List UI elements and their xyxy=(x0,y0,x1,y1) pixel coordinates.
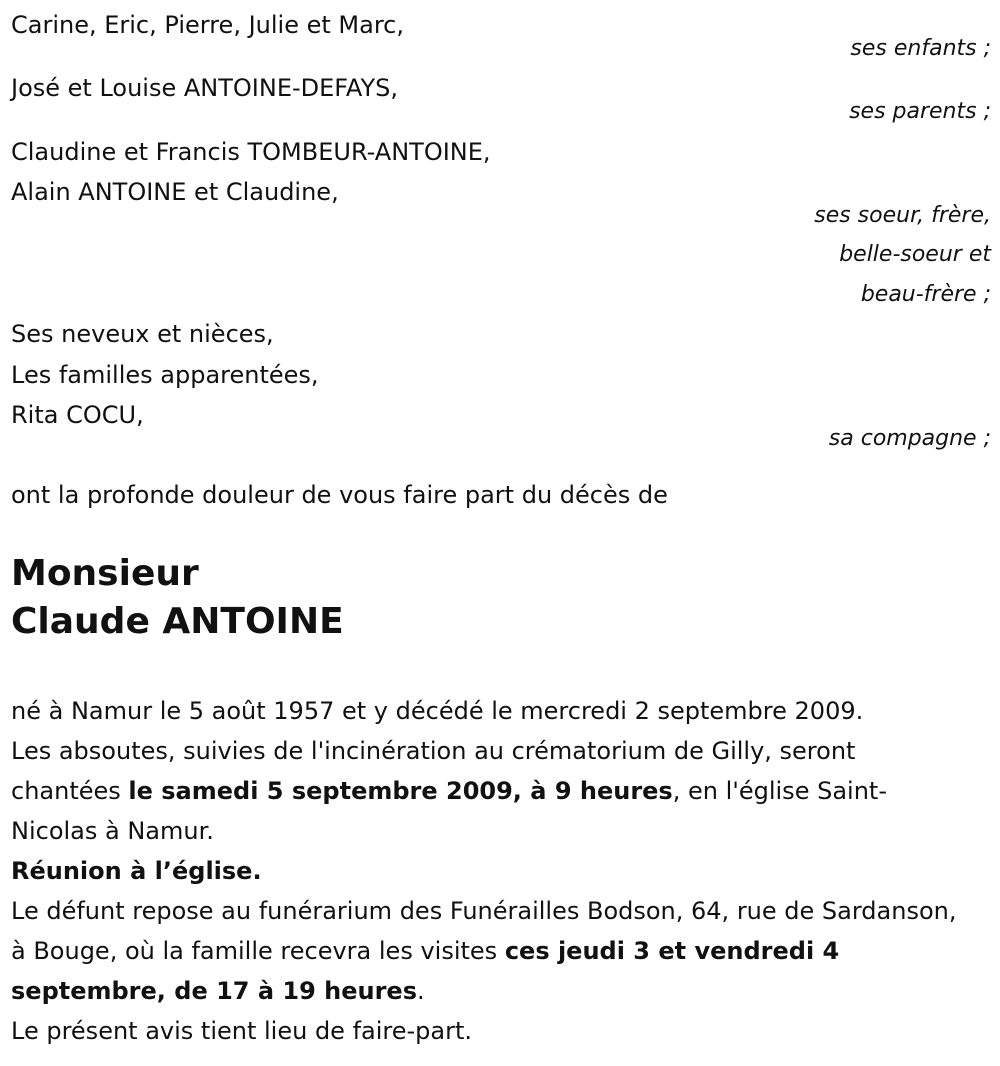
ceremony-intro: Les absoutes, suivies de l'incinération au crématorium de Gilly, seront chantées xyxy=(11,737,856,805)
siblings-line-1: Claudine et Francis TOMBEUR-ANTOINE, xyxy=(11,138,491,166)
deceased-title: Monsieur xyxy=(11,553,199,594)
siblings-line-2: Alain ANTOINE et Claudine, xyxy=(11,178,339,206)
meeting-text: Réunion à l’église. xyxy=(11,857,262,885)
relatives-line: Les familles apparentées, xyxy=(11,361,319,389)
children-names: Carine, Eric, Pierre, Julie et Marc, xyxy=(11,11,404,39)
closing-line: Le présent avis tient lieu de faire-part. xyxy=(11,1017,473,1045)
birth-death-line: né à Namur le 5 août 1957 et y décédé le mercredi 2 septembre 2009. xyxy=(11,697,864,725)
deceased-name: Claude ANTOINE xyxy=(11,601,344,642)
parents-names: José et Louise ANTOINE-DEFAYS, xyxy=(11,74,398,102)
details-paragraph xyxy=(11,691,971,1051)
meeting-line xyxy=(11,851,971,891)
rest-end: . xyxy=(416,977,425,1005)
partner-name: Rita COCU, xyxy=(11,401,144,429)
siblings-role-3: beau-frère ; xyxy=(860,282,991,307)
rest-intro: Le défunt repose au funérarium des Funérailles Bodson, 64, rue de Sardanson, à Bouge, où la famille recevra les visites xyxy=(11,897,957,965)
rest-paragraph xyxy=(11,891,971,1011)
ceremony-date: le samedi 5 septembre 2009, à 9 heures xyxy=(128,777,673,805)
parents-role: ses parents ; xyxy=(849,99,991,124)
partner-role: sa compagne ; xyxy=(828,426,991,451)
announcement-text: ont la profonde douleur de vous faire part du décès de xyxy=(11,481,668,509)
ceremony-paragraph xyxy=(11,731,971,851)
visit-times: ces jeudi 3 et vendredi 4 septembre, de 17 à 19 heures xyxy=(11,937,840,1005)
ceremony-place: , en l'église Saint-Nicolas à Namur. xyxy=(11,777,887,845)
siblings-role-2: belle-soeur et xyxy=(839,242,991,267)
children-role: ses enfants ; xyxy=(850,36,991,61)
siblings-role-1: ses soeur, frère, xyxy=(814,203,991,228)
nephews-line: Ses neveux et nièces, xyxy=(11,320,274,348)
